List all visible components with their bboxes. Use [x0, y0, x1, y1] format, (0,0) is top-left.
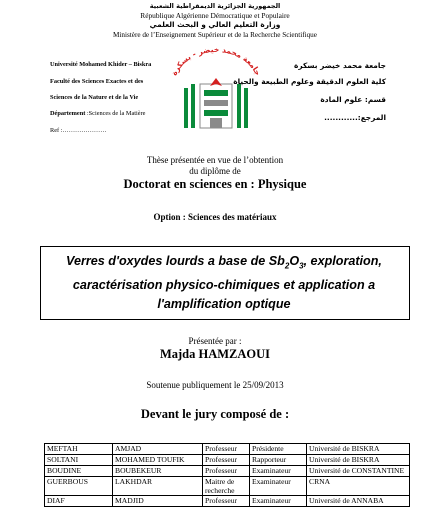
jury-table [44, 443, 410, 507]
logo-arc-text: جامعة محمد خيضر - بسكرة [169, 44, 263, 77]
header-republic: République Algérienne Démocratique et Populaire [140, 11, 290, 20]
faculty-line-1: Faculté des Sciences Exactes et des [50, 78, 144, 85]
university-arabic: جامعة محمد خيضر بسكرة [294, 61, 386, 70]
table-row: DIAF MADJID Professeur Examinateur Université de ANNABA [45, 496, 410, 507]
faculty-line-2: Sciences de la Nature et de la Vie [50, 94, 139, 101]
ref-left: Ref :………………… [50, 127, 107, 134]
author-name: Majda HAMZAOUI [159, 347, 271, 361]
department-arabic: قسم: علوم المادة [320, 95, 386, 104]
title-line-2: caractérisation physico-chimiques et application a [72, 278, 376, 293]
presented-by: Présentée par : [188, 336, 242, 346]
department-label: Département [50, 110, 86, 117]
table-row: GUERBOUS LAKHDAR Maitre de recherche Examinateur CRNA [45, 477, 410, 496]
table-row: BOUDINE BOUBEKEUR Professeur Examinateur Université de CONSTANTINE [45, 466, 410, 477]
header-ministry: Ministère de l’Enseignement Supérieur et de la Recherche Scientifique [113, 31, 317, 39]
title-line-1: Verres d'oxydes lourds a base de $Sb_2O_3$, exploration, [66, 254, 382, 271]
university-label: Université Mohamed Khider – Biskra [50, 61, 152, 68]
header-arabic-ministry: وزارة التعليم العالي و البحث العلمي [149, 20, 281, 29]
diploma-line: du diplôme de [189, 166, 241, 176]
presented-line: Thèse présentée en vue de l’obtention [146, 155, 284, 165]
table-row: MEFTAH AMJAD Professeur Présidente Université de BISKRA [45, 444, 410, 455]
thesis-title [44, 252, 404, 313]
degree-title: Doctorat en sciences en : Physique [123, 177, 307, 191]
option-line: Option : Sciences des matériaux [153, 212, 277, 222]
department-value: :Sciences de la Matière [85, 110, 146, 117]
header-arabic-republic: الجمهورية الجزائرية الديمقراطية الشعبية [149, 2, 281, 10]
department-line [50, 110, 145, 117]
faculty-arabic: كلية العلوم الدقيقة وعلوم الطبيعة والحياة [233, 77, 386, 86]
university-logo [160, 44, 272, 134]
ref-arabic: المرجع:............ [324, 113, 386, 122]
title-line-3: l'amplification optique [157, 296, 291, 311]
logo-emblem [200, 78, 232, 128]
defense-date: Soutenue publiquement le 25/09/2013 [146, 380, 284, 390]
jury-heading: Devant le jury composé de : [140, 407, 290, 421]
table-row: SOLTANI MOHAMED TOUFIK Professeur Rapporteur Université de BISKRA [45, 455, 410, 466]
